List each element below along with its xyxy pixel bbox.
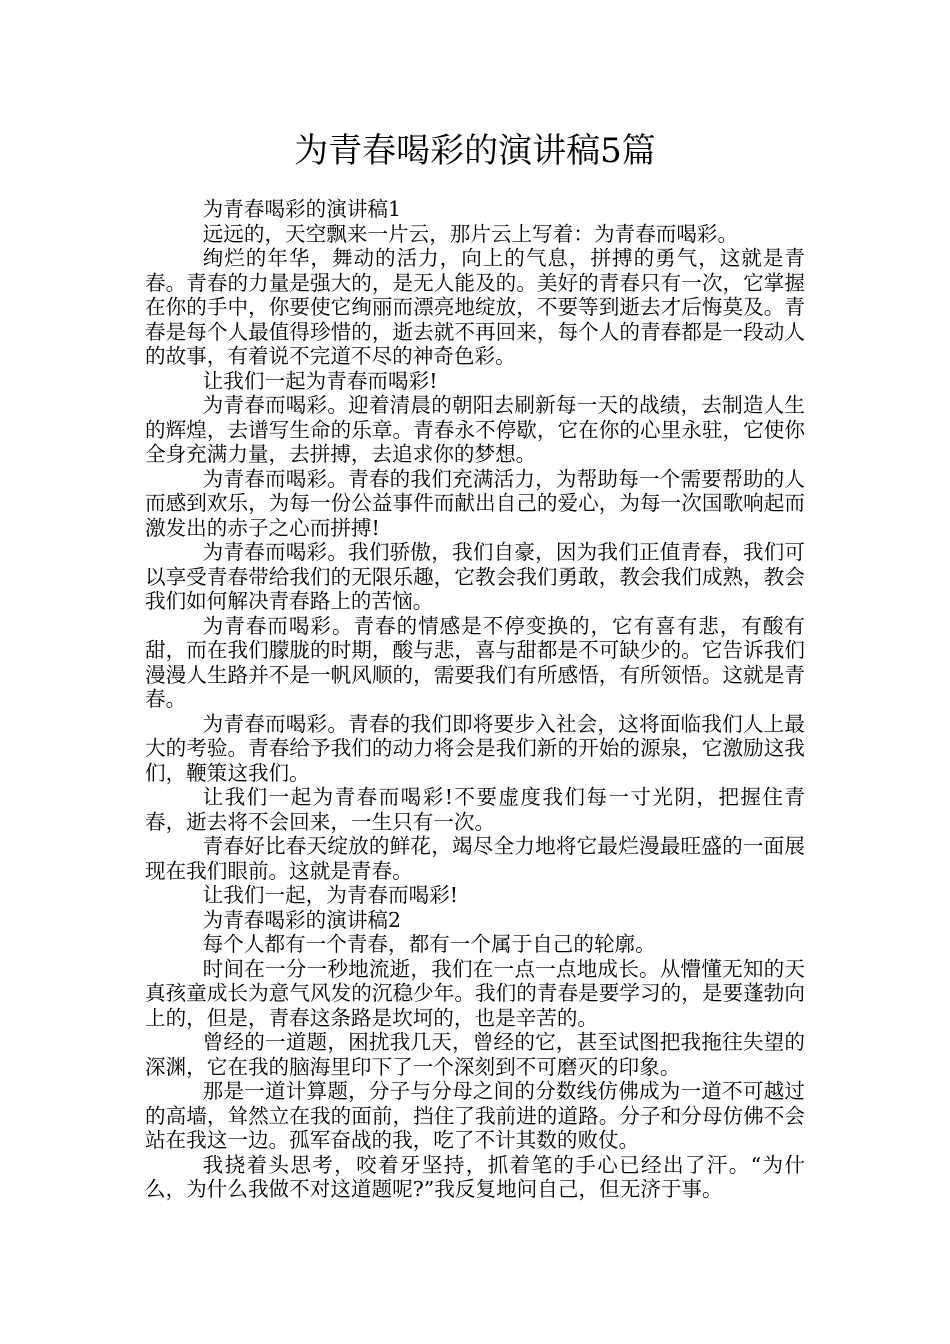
paragraph: 每个人都有一个青春，都有一个属于自己的轮廓。 <box>202 932 656 956</box>
paragraph: 让我们一起为青春而喝彩! <box>202 368 438 393</box>
document-body <box>145 197 805 1202</box>
paragraph: 为青春而喝彩。迎着清晨的朝阳去刷新每一天的战绩，去制造人生的辉煌，去谱写生命的乐章。青春永不停歇，它在你的心里永驻，它使你全身充满力量，去拼搏，去追求你的梦想。 <box>145 393 805 466</box>
paragraph: 时间在一分一秒地流逝，我们在一点一点地成长。从懵懂无知的天真孩童成长为意气风发的沉稳少年。我们的青春是要学习的，是要蓬勃向上的，但是，青春这条路是坎坷的，也是辛苦的。 <box>145 956 805 1030</box>
document-title: 为青春喝彩的演讲稿5篇 <box>294 131 656 171</box>
paragraph: 让我们一起，为青春而喝彩! <box>202 883 459 907</box>
paragraph: 远远的，天空飘来一片云，那片云上写着：为青春而喝彩。 <box>202 221 739 246</box>
paragraph: 绚烂的年华，舞动的活力，向上的气息，拼搏的勇气，这就是青春。青春的力量是强大的，是无人能及的。美好的青春只有一次，它掌握在你的手中，你要使它绚丽而漂亮地绽放，不要等到逝去才后悔莫及。青春是每个人最值得珍惜的，逝去就不再回来，每个人的青春都是一段动人的故事，有着说不完道不尽的神奇色彩。 <box>145 246 805 368</box>
paragraph: 曾经的一道题，困扰我几天，曾经的它，甚至试图把我拖往失望的深渊，它在我的脑海里印下了一个深刻到不可磨灭的印象。 <box>145 1030 805 1079</box>
paragraph: 让我们一起为青春而喝彩!不要虚度我们每一寸光阴，把握住青春，逝去将不会回来，一生只有一次。 <box>145 785 805 834</box>
paragraph: 为青春而喝彩。我们骄傲，我们自豪，因为我们正值青春，我们可以享受青春带给我们的无限乐趣，它教会我们勇敢，教会我们成熟，教会我们如何解决青春路上的苦恼。 <box>145 540 805 613</box>
paragraph: 为青春而喝彩。青春的情感是不停变换的，它有喜有悲，有酸有甜，而在我们朦胧的时期，酸与悲，喜与甜都是不可缺少的。它告诉我们漫漫人生路并不是一帆风顺的，需要我们有所感悟，有所领悟。这就是青春。 <box>145 613 805 711</box>
paragraph: 那是一道计算题，分子与分母之间的分数线仿佛成为一道不可越过的高墙，耸然立在我的面前，挡住了我前进的道路。分子和分母仿佛不会站在我这一边。孤军奋战的我，吃了不计其数的败仗。 <box>145 1079 805 1152</box>
section-heading: 为青春喝彩的演讲稿1 <box>202 197 402 221</box>
section-heading: 为青春喝彩的演讲稿2 <box>202 907 402 932</box>
paragraph: 青春好比春天绽放的鲜花，竭尽全力地将它最烂漫最旺盛的一面展现在我们眼前。这就是青春。 <box>145 834 805 883</box>
paragraph: 我挠着头思考，咬着牙坚持，抓着笔的手心已经出了汗。“为什么，为什么我做不对这道题呢?”我反复地问自己，但无济于事。 <box>145 1152 805 1201</box>
paragraph: 为青春而喝彩。青春的我们充满活力，为帮助每一个需要帮助的人而感到欢乐，为每一份公益事件而献出自己的爱心，为每一次国歌响起而激发出的赤子之心而拼搏! <box>145 466 805 540</box>
paragraph: 为青春而喝彩。青春的我们即将要步入社会，这将面临我们人上最大的考验。青春给予我们的动力将会是我们新的开始的源泉，它激励这我们，鞭策这我们。 <box>145 711 805 785</box>
